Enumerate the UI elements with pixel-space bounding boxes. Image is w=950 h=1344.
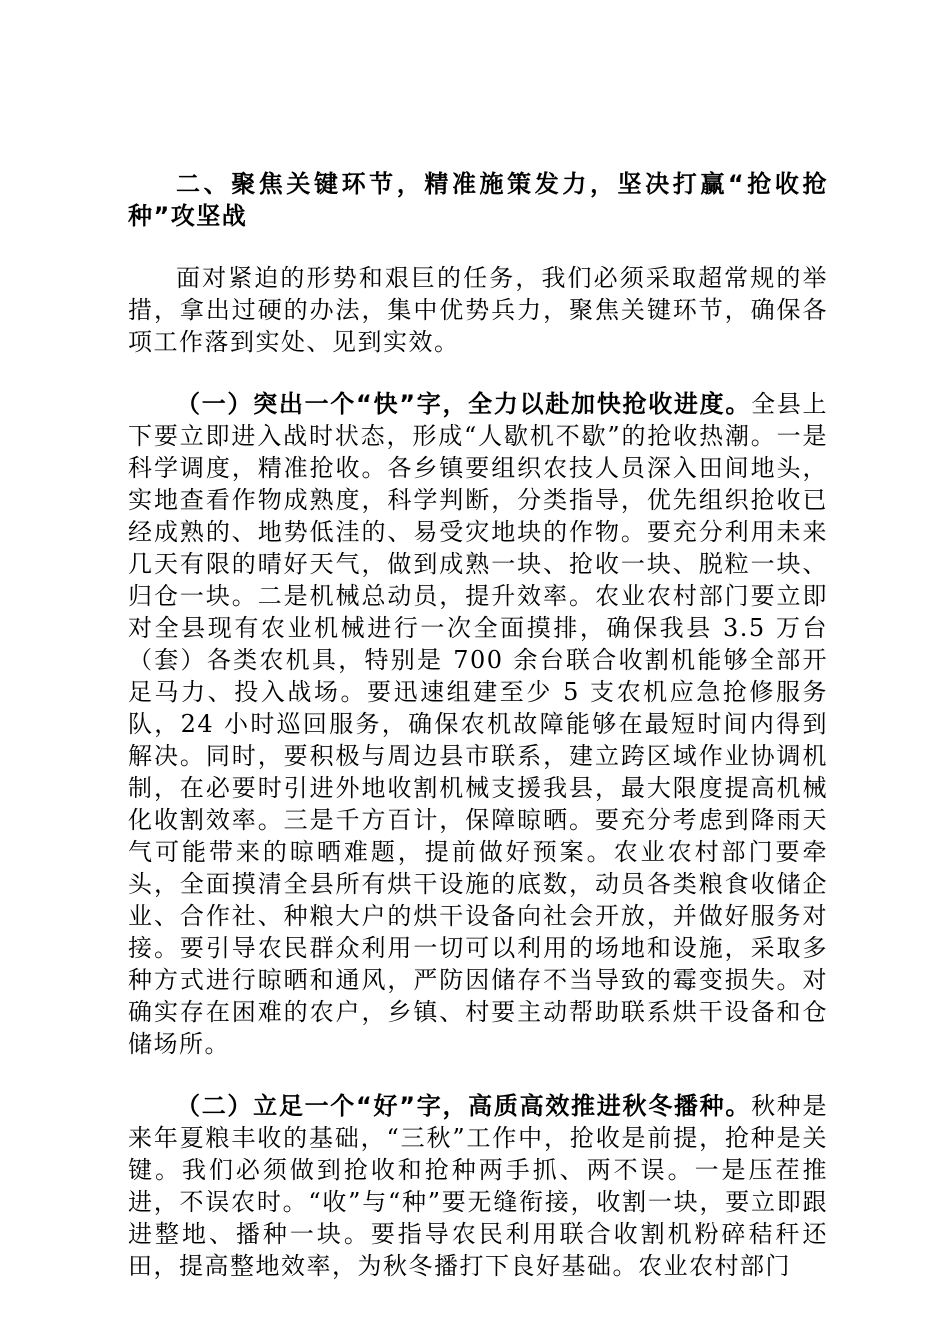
subsection-1-title: （一）突出一个“快”字，全力以赴加快抢收进度。 bbox=[176, 390, 752, 418]
section-heading: 二、聚焦关键环节，精准施策发力，坚决打赢“抢收抢种”攻坚战 bbox=[128, 170, 828, 230]
subsection-2-title: （二）立足一个“好”字，高质高效推进秋冬播种。 bbox=[176, 1092, 752, 1120]
subsection-2-paragraph bbox=[128, 1090, 828, 1282]
subsection-1-paragraph bbox=[128, 388, 828, 1060]
subsection-1-body: 全县上下要立即进入战时状态，形成“人歇机不歇”的抢收热潮。一是科学调度，精准抢收。各乡镇要组织农技人员深入田间地头，实地查看作物成熟度，科学判断，分类指导，优先组织抢收已经成熟的、地势低洼的、易受灾地块的作物。要充分利用未来几天有限的晴好天气，做到成熟一块、抢收一块、脱粒一块、归仓一块。二是机械总动员，提升效率。农业农村部门要立即对全县现有农业机械进行一次全面摸排，确保我县 3.5 万台（套）各类农机具，特别是 700 余台联合收割机能够全部开足马力、投入战场。要迅速组建至少 5 支农机应急抢修服务队，24 小时巡回服务，确保农机故障能够在最短时间内得到解决。同时，要积极与周边县市联系，建立跨区域作业协调机制，在必要时引进外地收割机械支援我县，最大限度提高机械化收割效率。三是千方百计，保障晾晒。要充分考虑到降雨天气可能带来的晾晒难题，提前做好预案。农业农村部门要牵头，全面摸清全县所有烘干设施的底数，动员各类粮食收储企业、合作社、种粮大户的烘干设备向社会开放，并做好服务对接。要引导农民群众利用一切可以利用的场地和设施，采取多种方式进行晾晒和通风，严防因储存不当导致的霉变损失。对确实存在困难的农户，乡镇、村要主动帮助联系烘干设备和仓储场所。 bbox=[128, 390, 828, 1058]
document-page bbox=[128, 168, 828, 1312]
intro-paragraph: 面对紧迫的形势和艰巨的任务，我们必须采取超常规的举措，拿出过硬的办法，集中优势兵力，聚焦关键环节，确保各项工作落到实处、见到实效。 bbox=[128, 264, 828, 356]
subsection-2-body: 秋种是来年夏粮丰收的基础，“三秋”工作中，抢收是前提，抢种是关键。我们必须做到抢收和抢种两手抓、两不误。一是压茬推进，不误农时。“收”与“种”要无缝衔接，收割一块，要立即跟进整地、播种一块。要指导农民利用联合收割机粉碎秸秆还田，提高整地效率，为秋冬播打下良好基础。农业农村部门 bbox=[128, 1092, 828, 1280]
